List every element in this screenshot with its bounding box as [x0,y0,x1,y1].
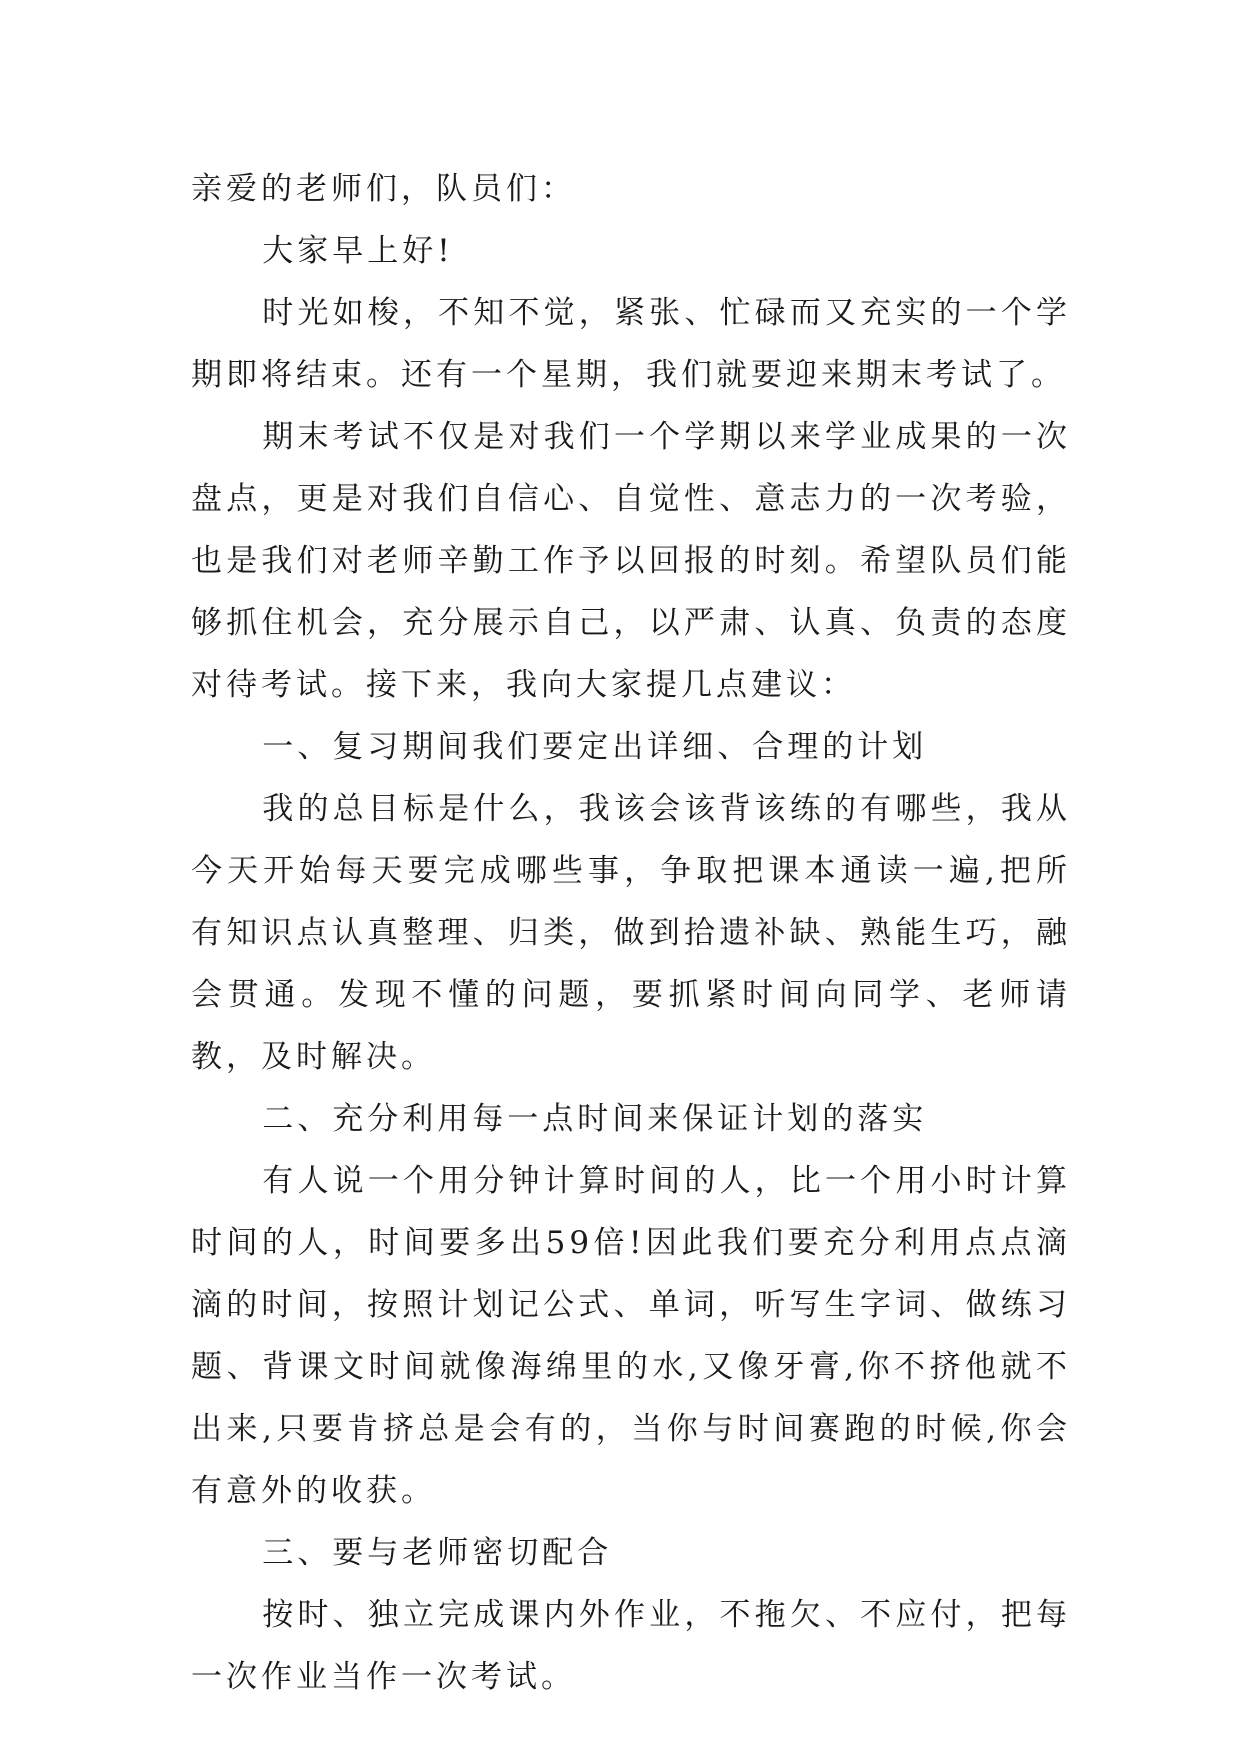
section-1-paragraph: 我的总目标是什么，我该会该背该练的有哪些，我从今天开始每天要完成哪些事，争取把课本通读一遍,把所有知识点认真整理、归类，做到拾遗补缺、熟能生巧，融会贯通。发现不懂的问题，要抓紧时间向同学、老师请教，及时解决。 [191,791,1071,1075]
section-2-paragraph: 有人说一个用分钟计算时间的人，比一个用小时计算时间的人，时间要多出59倍!因此我们要充分利用点点滴滴的时间，按照计划记公式、单词，听写生字词、做练习题、背课文时间就像海绵里的水,又像牙膏,你不挤他就不出来,只要肯挤总是会有的，当你与时间赛跑的时候,你会有意外的收获。 [191,1163,1071,1509]
document-body [191,158,1071,1708]
section-3-paragraph: 按时、独立完成课内外作业，不拖欠、不应付，把每一次作业当作一次考试。 [191,1597,1071,1695]
exam-significance-paragraph: 期末考试不仅是对我们一个学期以来学业成果的一次盘点，更是对我们自信心、自觉性、意志力的一次考验，也是我们对老师辛勤工作予以回报的时刻。希望队员们能够抓住机会，充分展示自己，以严肃、认真、负责的态度对待考试。接下来，我向大家提几点建议： [191,419,1071,703]
section-heading-3: 三、要与老师密切配合 [262,1535,613,1571]
section-heading-2: 二、充分利用每一点时间来保证计划的落实 [262,1101,928,1137]
section-heading-1: 一、复习期间我们要定出详细、合理的计划 [262,729,928,765]
salutation: 亲爱的老师们，队员们： [191,171,576,207]
intro-paragraph: 时光如梭，不知不觉，紧张、忙碌而又充实的一个学期即将结束。还有一个星期，我们就要迎来期末考试了。 [191,295,1071,393]
greeting-paragraph: 大家早上好! [262,233,454,269]
